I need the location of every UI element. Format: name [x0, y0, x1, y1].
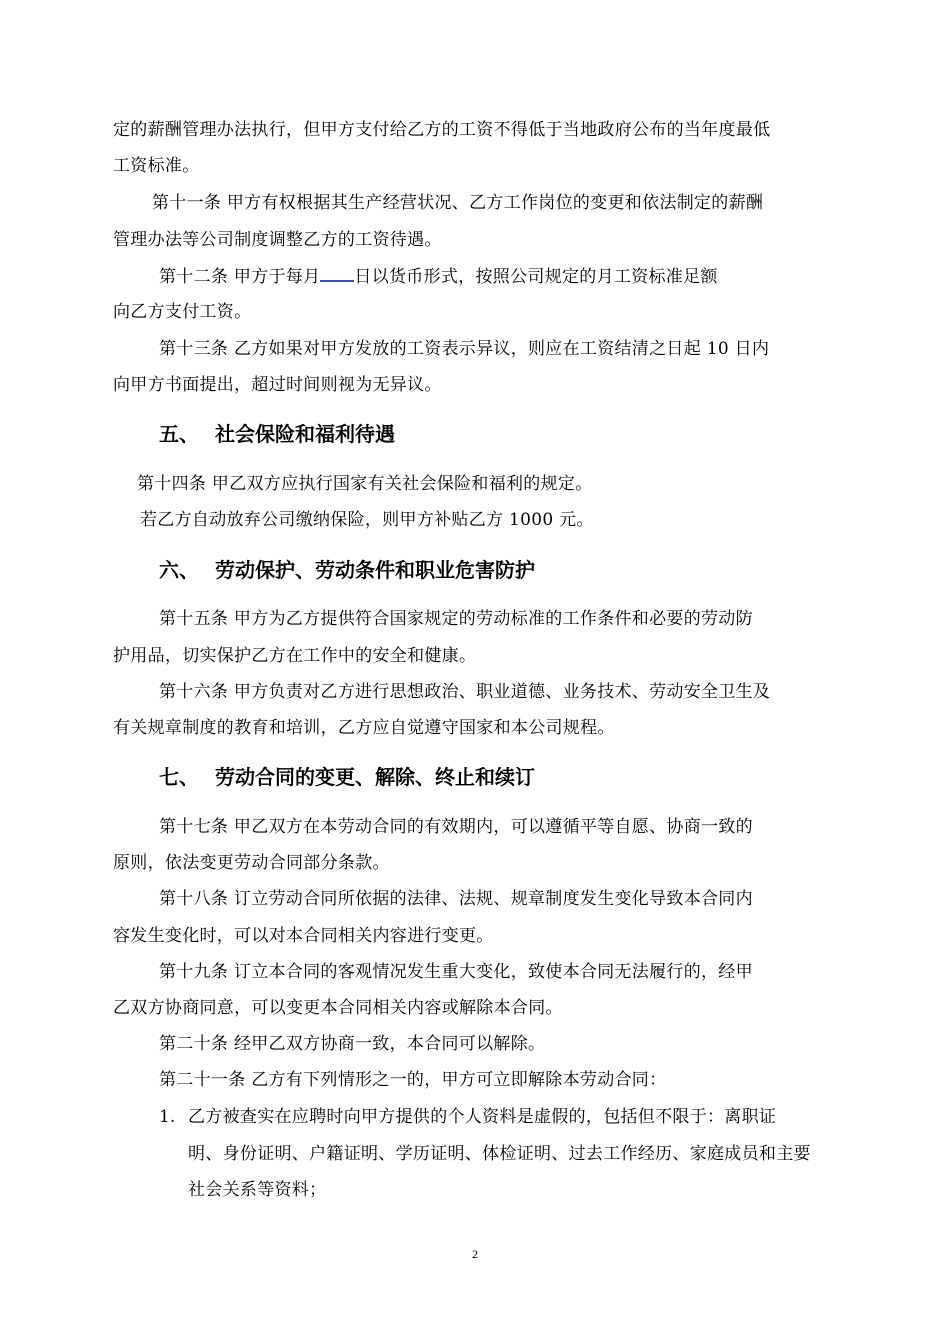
article-12-line: 向乙方支付工资。 [113, 302, 252, 322]
page-number: 2 [472, 1247, 478, 1261]
article-19-line: 乙双方协商同意，可以变更本合同相关内容或解除本合同。 [113, 998, 563, 1018]
article-18-line: 容发生变化时，可以对本合同相关内容进行变更。 [113, 926, 494, 946]
article-12-text-a: 第十二条 甲方于每月 [159, 267, 321, 287]
article-17-line: 第十七条 甲乙双方在本劳动合同的有效期内，可以遵循平等自愿、协商一致的 [159, 817, 753, 837]
article-14-line: 若乙方自动放弃公司缴纳保险，则甲方补贴乙方 1000 元。 [140, 510, 594, 530]
section-heading-5 [159, 422, 395, 446]
section-title: 社会保险和福利待遇 [215, 422, 395, 446]
article-21-line: 第二十一条 乙方有下列情形之一的，甲方可立即解除本劳动合同： [159, 1070, 667, 1090]
article-15-line: 第十五条 甲方为乙方提供符合国家规定的劳动标准的工作条件和必要的劳动防 [159, 609, 753, 629]
section-heading-6 [159, 558, 535, 582]
article-11-line: 第十一条 甲方有权根据其生产经营状况、乙方工作岗位的变更和依法制定的薪酬 [152, 193, 764, 213]
article-16-line: 第十六条 甲方负责对乙方进行思想政治、职业道德、业务技术、劳动安全卫生及 [159, 682, 771, 702]
list-item-line: 乙方被查实在应聘时向甲方提供的个人资料是虚假的，包括但不限于：离职证 [188, 1107, 777, 1127]
article-12-line [159, 266, 718, 287]
section-number: 七、 [159, 765, 199, 789]
pay-day-blank-field[interactable] [320, 266, 354, 282]
section-heading-7 [159, 765, 535, 789]
list-item-line: 明、身份证明、户籍证明、学历证明、体检证明、过去工作经历、家庭成员和主要 [188, 1144, 811, 1164]
paragraph-line: 定的薪酬管理办法执行，但甲方支付给乙方的工资不得低于当地政府公布的当年度最低 [113, 120, 771, 140]
article-13-line: 向甲方书面提出，超过时间则视为无异议。 [113, 375, 442, 395]
article-11-line: 管理办法等公司制度调整乙方的工资待遇。 [113, 230, 442, 250]
article-20-line: 第二十条 经甲乙双方协商一致，本合同可以解除。 [159, 1034, 546, 1054]
section-title: 劳动合同的变更、解除、终止和续订 [215, 765, 535, 789]
article-13-line: 第十三条 乙方如果对甲方发放的工资表示异议，则应在工资结清之日起 10 日内 [159, 339, 770, 359]
list-item-line: 社会关系等资料； [188, 1180, 327, 1200]
section-title: 劳动保护、劳动条件和职业危害防护 [215, 558, 535, 582]
article-16-line: 有关规章制度的教育和培训，乙方应自觉遵守国家和本公司规程。 [113, 718, 615, 738]
section-number: 五、 [159, 422, 199, 446]
article-12-text-b: 日以货币形式，按照公司规定的月工资标准足额 [354, 267, 718, 287]
paragraph-line: 工资标准。 [113, 156, 200, 176]
list-marker: 1. [159, 1107, 176, 1127]
section-number: 六、 [159, 558, 199, 582]
article-19-line: 第十九条 订立本合同的客观情况发生重大变化，致使本合同无法履行的，经甲 [159, 962, 753, 982]
article-14-line: 第十四条 甲乙双方应执行国家有关社会保险和福利的规定。 [137, 474, 593, 494]
article-15-line: 护用品，切实保护乙方在工作中的安全和健康。 [113, 646, 477, 666]
article-17-line: 原则，依法变更劳动合同部分条款。 [113, 853, 390, 873]
article-18-line: 第十八条 订立劳动合同所依据的法律、法规、规章制度发生变化导致本合同内 [159, 889, 753, 909]
